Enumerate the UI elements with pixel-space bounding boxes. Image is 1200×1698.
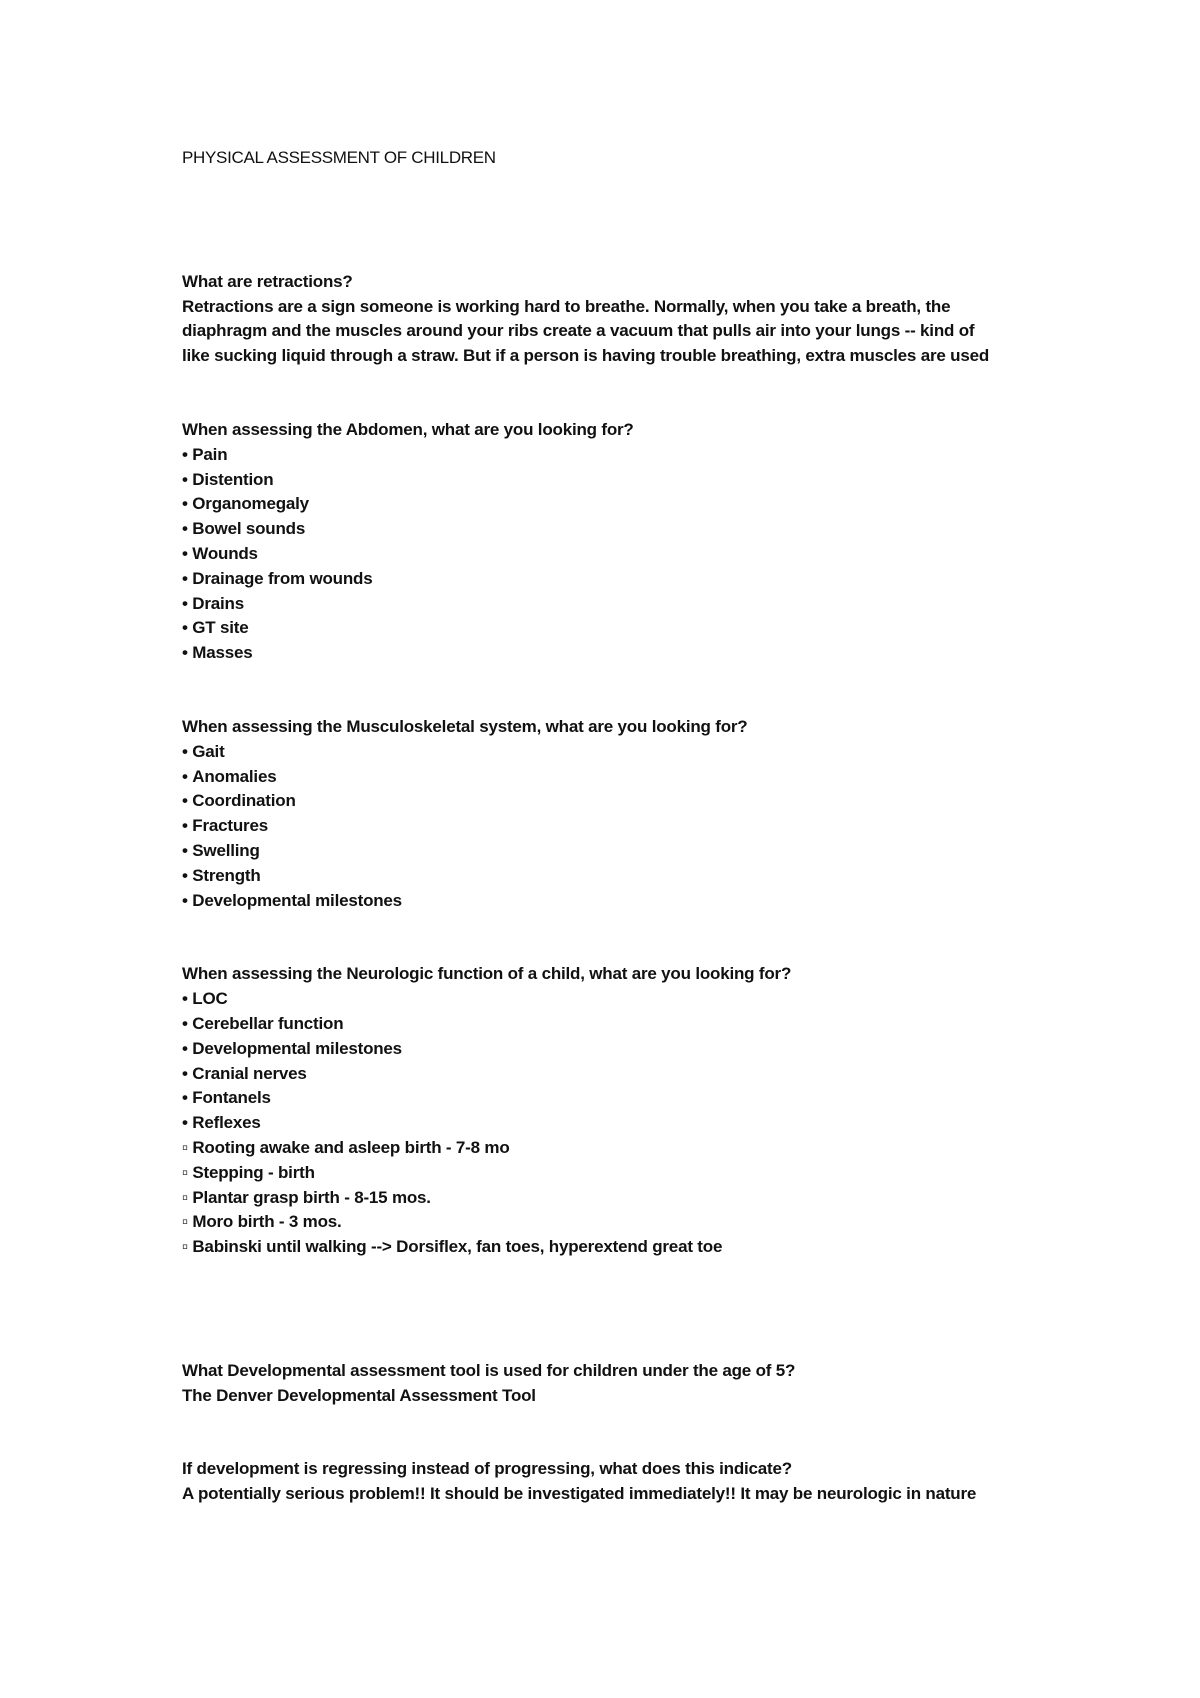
abdomen-list-item: • Organomegaly bbox=[182, 492, 1042, 517]
neurologic-section bbox=[182, 962, 1042, 1260]
musculoskeletal-list-item: • Coordination bbox=[182, 789, 1042, 814]
abdomen-list-item: • Drains bbox=[182, 592, 1042, 617]
retractions-answer-line: Retractions are a sign someone is working hard to breathe. Normally, when you take a breath, the bbox=[182, 296, 951, 316]
retractions-question: What are retractions? bbox=[182, 271, 353, 291]
spacer bbox=[182, 369, 1042, 418]
abdomen-list-item: • Wounds bbox=[182, 542, 1042, 567]
spacer bbox=[182, 1408, 1042, 1457]
neurologic-list-item: • Developmental milestones bbox=[182, 1037, 1042, 1062]
abdomen-list-item: • Masses bbox=[182, 641, 1042, 666]
neurologic-list-item: • Fontanels bbox=[182, 1086, 1042, 1111]
spacer bbox=[182, 666, 1042, 715]
reflex-sub-item: ▫ Plantar grasp birth - 8-15 mos. bbox=[182, 1186, 1042, 1211]
spacer bbox=[182, 913, 1042, 962]
musculoskeletal-list-item: • Developmental milestones bbox=[182, 889, 1042, 914]
developmental-tool-answer: The Denver Developmental Assessment Tool bbox=[182, 1385, 536, 1405]
neurologic-list-item: • Reflexes bbox=[182, 1111, 1042, 1136]
neurologic-list-item: • Cranial nerves bbox=[182, 1062, 1042, 1087]
musculoskeletal-question: When assessing the Musculoskeletal system, what are you looking for? bbox=[182, 716, 748, 736]
regression-answer: A potentially serious problem!! It should be investigated immediately!! It may be neurologic in nature bbox=[182, 1484, 977, 1504]
neurologic-question: When assessing the Neurologic function of a child, what are you looking for? bbox=[182, 964, 792, 984]
neurologic-list-item: • LOC bbox=[182, 987, 1042, 1012]
regression-question: If development is regressing instead of progressing, what does this indicate? bbox=[182, 1459, 792, 1479]
neurologic-list-item: • Cerebellar function bbox=[182, 1012, 1042, 1037]
abdomen-list-item: • GT site bbox=[182, 616, 1042, 641]
document-title: PHYSICAL ASSESSMENT OF CHILDREN bbox=[182, 148, 496, 167]
retractions-section bbox=[182, 270, 1042, 369]
musculoskeletal-list-item: • Gait bbox=[182, 740, 1042, 765]
document-content bbox=[182, 146, 1042, 1507]
spacer bbox=[182, 1260, 1042, 1359]
abdomen-list-item: • Distention bbox=[182, 468, 1042, 493]
abdomen-list-item: • Bowel sounds bbox=[182, 517, 1042, 542]
abdomen-section bbox=[182, 418, 1042, 666]
musculoskeletal-list-item: • Fractures bbox=[182, 814, 1042, 839]
reflex-sub-item: ▫ Rooting awake and asleep birth - 7-8 mo bbox=[182, 1136, 1042, 1161]
reflex-sub-item: ▫ Stepping - birth bbox=[182, 1161, 1042, 1186]
musculoskeletal-list-item: • Anomalies bbox=[182, 765, 1042, 790]
developmental-tool-question: What Developmental assessment tool is used for children under the age of 5? bbox=[182, 1360, 796, 1380]
abdomen-question: When assessing the Abdomen, what are you looking for? bbox=[182, 419, 634, 439]
retractions-answer-line: diaphragm and the muscles around your ribs create a vacuum that pulls air into your lungs -- kind of bbox=[182, 321, 975, 341]
spacer bbox=[182, 171, 1042, 270]
abdomen-list-item: • Drainage from wounds bbox=[182, 567, 1042, 592]
reflex-sub-item: ▫ Babinski until walking --> Dorsiflex, fan toes, hyperextend great toe bbox=[182, 1235, 1042, 1260]
musculoskeletal-list-item: • Strength bbox=[182, 864, 1042, 889]
musculoskeletal-section bbox=[182, 715, 1042, 913]
regression-section bbox=[182, 1457, 1042, 1507]
developmental-tool-section bbox=[182, 1359, 1042, 1409]
retractions-answer-line: like sucking liquid through a straw. But if a person is having trouble breathing, extra muscles are used bbox=[182, 346, 990, 366]
reflex-sub-item: ▫ Moro birth - 3 mos. bbox=[182, 1210, 1042, 1235]
musculoskeletal-list-item: • Swelling bbox=[182, 839, 1042, 864]
abdomen-list-item: • Pain bbox=[182, 443, 1042, 468]
